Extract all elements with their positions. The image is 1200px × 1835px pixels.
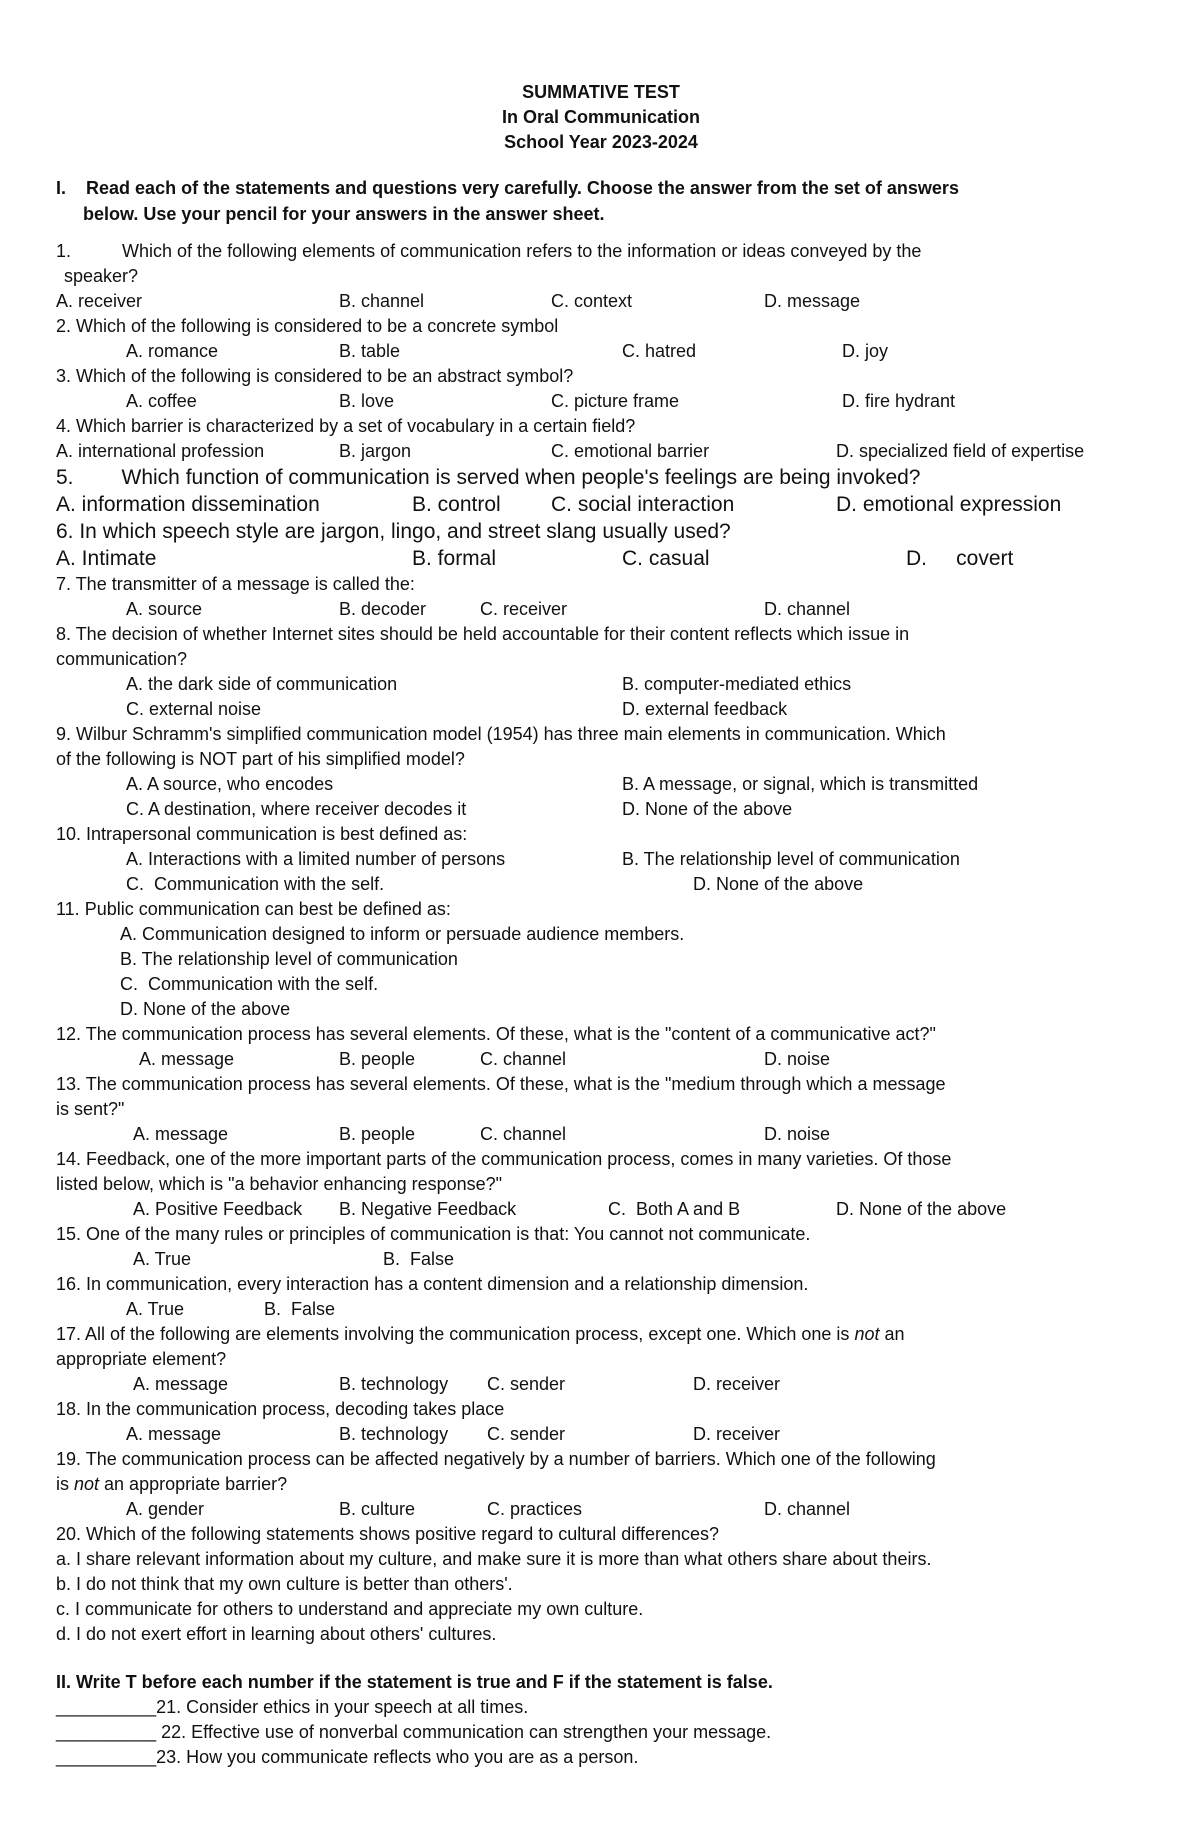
- question-9-options-1: [56, 772, 1146, 797]
- school-year: School Year 2023-2024: [504, 132, 698, 152]
- question-20-option-b[interactable]: b. I do not think that my own culture is better than others'.: [56, 1574, 513, 1594]
- option[interactable]: C. picture frame: [551, 391, 680, 411]
- option[interactable]: A. Intimate: [56, 547, 157, 570]
- option[interactable]: A. source: [126, 599, 203, 619]
- option[interactable]: A. international profession: [56, 441, 265, 461]
- section1-instruction-line1: Read each of the statements and questions very carefully. Choose the answer from the set of answers: [86, 178, 959, 198]
- option[interactable]: A. True: [126, 1299, 185, 1319]
- option[interactable]: B. love: [339, 391, 395, 411]
- option[interactable]: A. message: [133, 1374, 229, 1394]
- option[interactable]: D. external feedback: [622, 699, 788, 719]
- option[interactable]: D. receiver: [693, 1374, 781, 1394]
- option[interactable]: A. Positive Feedback: [133, 1199, 303, 1219]
- question-11: 11. Public communication can best be defined as:: [56, 899, 451, 919]
- question-16: 16. In communication, every interaction has a content dimension and a relationship dimension.: [56, 1274, 809, 1294]
- option[interactable]: D. covert: [906, 547, 1014, 570]
- option[interactable]: D. message: [764, 291, 861, 311]
- answer-blank[interactable]: __________: [56, 1747, 157, 1767]
- question-5: 5. Which function of communication is served when people's feelings are being invoked?: [56, 466, 921, 489]
- option[interactable]: D. receiver: [693, 1424, 781, 1444]
- question-14-options: [56, 1197, 1146, 1222]
- question-1-options: [56, 289, 1146, 314]
- option[interactable]: C. channel: [480, 1049, 567, 1069]
- option[interactable]: D. None of the above: [120, 999, 291, 1019]
- answer-blank[interactable]: __________: [56, 1722, 157, 1742]
- tf-item-22: [56, 1720, 1146, 1745]
- subject-title: In Oral Communication: [501, 107, 701, 127]
- option[interactable]: D. channel: [764, 1499, 851, 1519]
- option[interactable]: B. computer-mediated ethics: [622, 674, 852, 694]
- option[interactable]: C. Both A and B: [608, 1199, 741, 1219]
- question-8: 8. The decision of whether Internet sites should be held accountable for their content reflects which issue in: [56, 624, 910, 644]
- question-18-options: [56, 1422, 1146, 1447]
- option[interactable]: C. emotional barrier: [551, 441, 710, 461]
- option[interactable]: B. technology: [339, 1374, 449, 1394]
- option[interactable]: B. culture: [339, 1499, 416, 1519]
- option[interactable]: B. The relationship level of communication: [622, 849, 960, 869]
- question-16-options: [56, 1297, 1146, 1322]
- option[interactable]: C. social interaction: [551, 493, 735, 516]
- question-6-options: [56, 545, 1146, 572]
- option[interactable]: C. context: [551, 291, 633, 311]
- question-18: 18. In the communication process, decoding takes place: [56, 1399, 505, 1419]
- option[interactable]: A. Communication designed to inform or persuade audience members.: [120, 924, 685, 944]
- option[interactable]: A. romance: [126, 341, 219, 361]
- question-14: 14. Feedback, one of the more important parts of the communication process, comes in many varieties. Of those: [56, 1149, 952, 1169]
- option[interactable]: B. formal: [412, 547, 497, 570]
- question-7: 7. The transmitter of a message is called the:: [56, 574, 415, 594]
- question-11-option-c: [56, 972, 1146, 997]
- question-3: 3. Which of the following is considered to be an abstract symbol?: [56, 366, 574, 386]
- option[interactable]: C. receiver: [480, 599, 568, 619]
- option[interactable]: D. None of the above: [693, 874, 864, 894]
- tf-item-21: [56, 1695, 1146, 1720]
- question-8-options-1: [56, 672, 1146, 697]
- option[interactable]: C. A destination, where receiver decodes it: [126, 799, 467, 819]
- option[interactable]: A. True: [133, 1249, 192, 1269]
- option[interactable]: A. message: [126, 1424, 222, 1444]
- question-11-option-a: [56, 922, 1146, 947]
- answer-blank[interactable]: __________: [56, 1697, 157, 1717]
- option[interactable]: A. message: [133, 1124, 229, 1144]
- option[interactable]: A. the dark side of communication: [126, 674, 398, 694]
- question-12: 12. The communication process has several elements. Of these, what is the "content of a communicative act?": [56, 1024, 936, 1044]
- option[interactable]: B. False: [264, 1299, 336, 1319]
- option[interactable]: D. fire hydrant: [842, 391, 956, 411]
- option[interactable]: B. decoder: [339, 599, 427, 619]
- question-13-cont: is sent?": [56, 1099, 125, 1119]
- question-20: 20. Which of the following statements shows positive regard to cultural differences?: [56, 1524, 720, 1544]
- question-20-option-d[interactable]: d. I do not exert effort in learning about others' cultures.: [56, 1624, 497, 1644]
- tf-item-23: [56, 1745, 1146, 1770]
- option[interactable]: C. channel: [480, 1124, 567, 1144]
- question-2-options: [56, 339, 1146, 364]
- option[interactable]: C. hatred: [622, 341, 697, 361]
- question-1: 1. Which of the following elements of communication refers to the information or ideas conveyed by the: [56, 241, 922, 261]
- option[interactable]: A. coffee: [126, 391, 197, 411]
- question-12-options: [56, 1047, 1146, 1072]
- option[interactable]: C. sender: [487, 1424, 566, 1444]
- question-8-options-2: [56, 697, 1146, 722]
- option[interactable]: B. The relationship level of communication: [120, 949, 458, 969]
- test-page: [56, 80, 1146, 1770]
- option[interactable]: D. None of the above: [836, 1199, 1007, 1219]
- tf-statement: 23. How you communicate reflects who you are as a person.: [156, 1747, 639, 1767]
- tf-statement: 21. Consider ethics in your speech at all times.: [156, 1697, 529, 1717]
- question-9-options-2: [56, 797, 1146, 822]
- option[interactable]: C. Communication with the self.: [126, 874, 385, 894]
- question-19: 19. The communication process can be affected negatively by a number of barriers. Which one of the following: [56, 1449, 936, 1469]
- option[interactable]: B. False: [383, 1249, 455, 1269]
- question-1-cont: speaker?: [64, 266, 139, 286]
- question-19-options: [56, 1497, 1146, 1522]
- question-7-options: [56, 597, 1146, 622]
- option[interactable]: B. jargon: [339, 441, 412, 461]
- question-4: 4. Which barrier is characterized by a set of vocabulary in a certain field?: [56, 416, 636, 436]
- option[interactable]: C. external noise: [126, 699, 262, 719]
- question-8-cont: communication?: [56, 649, 188, 669]
- option[interactable]: B. channel: [339, 291, 425, 311]
- option[interactable]: D. noise: [764, 1049, 831, 1069]
- section1-instruction-line2: below. Use your pencil for your answers in the answer sheet.: [83, 204, 605, 224]
- option[interactable]: C. Communication with the self.: [120, 974, 379, 994]
- option[interactable]: D. channel: [764, 599, 851, 619]
- question-9-cont: of the following is NOT part of his simplified model?: [56, 749, 465, 769]
- option[interactable]: D. specialized field of expertise: [836, 441, 1085, 461]
- question-3-options: [56, 389, 1146, 414]
- question-6: 6. In which speech style are jargon, lingo, and street slang usually used?: [56, 520, 731, 543]
- question-11-option-d: [56, 997, 1146, 1022]
- question-20-option-c[interactable]: c. I communicate for others to understand and appreciate my own culture.: [56, 1599, 644, 1619]
- option[interactable]: A. receiver: [56, 291, 143, 311]
- option[interactable]: C. practices: [487, 1499, 583, 1519]
- option[interactable]: C. sender: [487, 1374, 566, 1394]
- option[interactable]: A. information dissemination: [56, 493, 320, 516]
- tf-statement: 22. Effective use of nonverbal communication can strengthen your message.: [156, 1722, 772, 1742]
- question-14-cont: listed below, which is "a behavior enhancing response?": [56, 1174, 503, 1194]
- option[interactable]: D. joy: [842, 341, 889, 361]
- question-13-options: [56, 1122, 1146, 1147]
- option[interactable]: A. gender: [126, 1499, 205, 1519]
- question-19-cont: is not an appropriate barrier?: [56, 1474, 288, 1494]
- option[interactable]: B. people: [339, 1049, 416, 1069]
- option[interactable]: B. control: [412, 493, 501, 516]
- question-15-options: [56, 1247, 1146, 1272]
- question-11-option-b: [56, 947, 1146, 972]
- option[interactable]: C. casual: [622, 547, 710, 570]
- question-10-options-2: [56, 872, 1146, 897]
- question-5-options: [56, 491, 1146, 518]
- section1-instruction: [56, 175, 1146, 227]
- question-10: 10. Intrapersonal communication is best defined as:: [56, 824, 468, 844]
- question-15: 15. One of the many rules or principles of communication is that: You cannot not communicate.: [56, 1224, 811, 1244]
- question-13: 13. The communication process has several elements. Of these, what is the "medium through which a message: [56, 1074, 946, 1094]
- option[interactable]: D. emotional expression: [836, 493, 1062, 516]
- option[interactable]: A. message: [139, 1049, 235, 1069]
- question-17-cont: appropriate element?: [56, 1349, 227, 1369]
- option[interactable]: B. people: [339, 1124, 416, 1144]
- option[interactable]: B. technology: [339, 1424, 449, 1444]
- page-title: SUMMATIVE TEST: [522, 82, 680, 102]
- option[interactable]: B. Negative Feedback: [339, 1199, 517, 1219]
- option[interactable]: A. Interactions with a limited number of persons: [126, 849, 506, 869]
- question-17: 17. All of the following are elements involving the communication process, except one. Which one is not an: [56, 1324, 905, 1344]
- option[interactable]: D. noise: [764, 1124, 831, 1144]
- header: [56, 80, 1146, 155]
- section1-label: I.: [56, 178, 67, 198]
- section2-instruction: II. Write T before each number if the statement is true and F if the statement is false.: [56, 1672, 773, 1692]
- question-9: 9. Wilbur Schramm's simplified communication model (1954) has three main elements in communication. Which: [56, 724, 946, 744]
- question-2: 2. Which of the following is considered to be a concrete symbol: [56, 316, 559, 336]
- option[interactable]: D. None of the above: [622, 799, 793, 819]
- question-17-options: [56, 1372, 1146, 1397]
- question-10-options-1: [56, 847, 1146, 872]
- option[interactable]: B. table: [339, 341, 401, 361]
- option[interactable]: B. A message, or signal, which is transmitted: [622, 774, 979, 794]
- question-20-option-a[interactable]: a. I share relevant information about my culture, and make sure it is more than what others share about theirs.: [56, 1549, 932, 1569]
- option[interactable]: A. A source, who encodes: [126, 774, 334, 794]
- question-4-options: [56, 439, 1146, 464]
